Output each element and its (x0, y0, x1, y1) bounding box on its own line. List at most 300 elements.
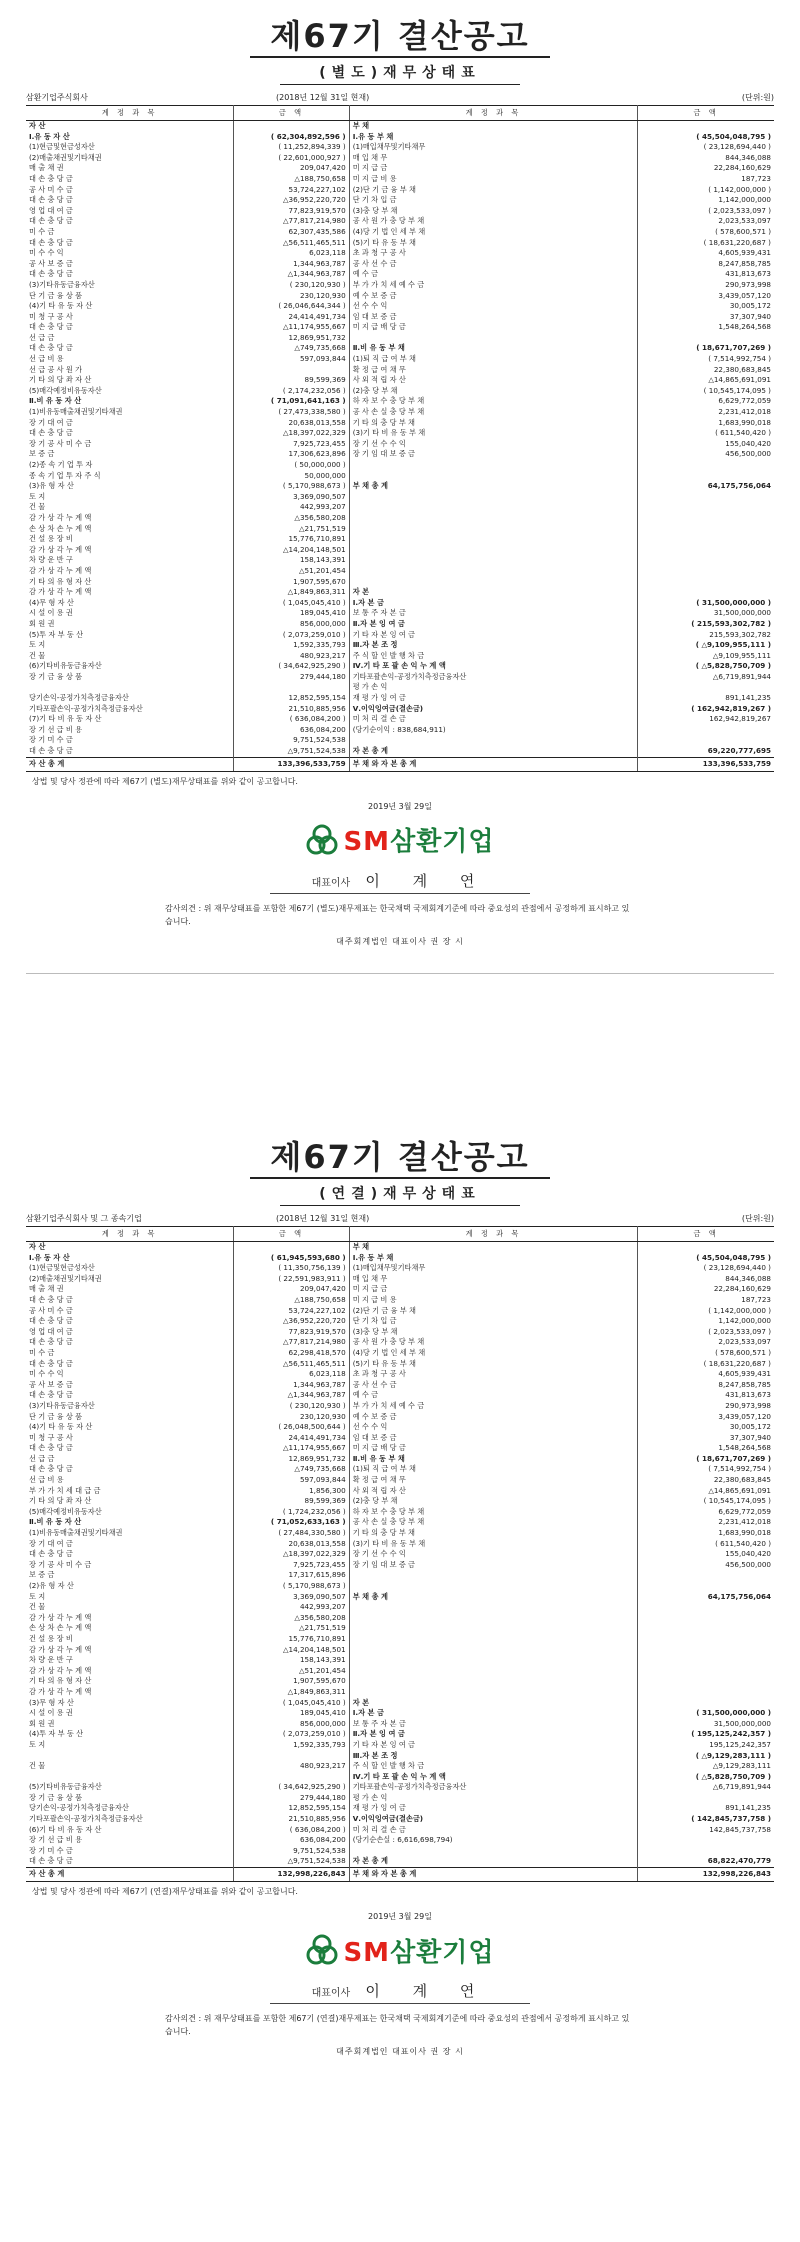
asset-item-label: 미 수 금 (26, 1348, 234, 1359)
asset-item-label: (3)무 형 자 산 (26, 1698, 234, 1709)
liab-equity-item-amount (638, 471, 774, 482)
liab-equity-item-amount: △14,865,691,091 (708, 1485, 771, 1495)
asset-item-amount: ( 230,120,930 ) (234, 1401, 349, 1412)
table-row (26, 1369, 774, 1380)
ceo-line (26, 870, 774, 891)
liab-equity-item-amount: ( 1,142,000,000 ) (708, 184, 771, 194)
table-row (26, 333, 774, 344)
asset-item-amount: 77,823,919,570 (234, 206, 349, 217)
liab-equity-item-amount (638, 1613, 774, 1624)
liab-equity-item-label: 평 가 손 익 (349, 1793, 638, 1804)
asset-item-amount: 1,907,595,670 (234, 577, 349, 588)
table-row (26, 1263, 774, 1274)
asset-item-label: (1)현금및현금성자산 (26, 142, 234, 153)
liab-equity-item-label: 미 지 급 금 (349, 163, 638, 174)
asset-item-amount (234, 121, 349, 132)
table-row (26, 1539, 774, 1550)
asset-item-label: 회 원 권 (26, 1719, 234, 1730)
liab-equity-item-label (349, 1846, 638, 1857)
asset-item-amount: △56,511,465,511 (234, 238, 349, 249)
table-row (26, 1592, 774, 1603)
liab-equity-item-label: 미 지 급 비 용 (349, 174, 638, 185)
asset-item-amount: △21,751,519 (234, 524, 349, 535)
liab-equity-item-amount (638, 492, 774, 503)
liab-equity-item-label (349, 1655, 638, 1666)
table-row (26, 153, 774, 164)
asset-item-amount: 17,306,623,896 (234, 449, 349, 460)
liab-equity-item-amount: ( 195,125,242,357 ) (691, 1729, 771, 1739)
table-row (26, 725, 774, 736)
table-row (26, 672, 774, 683)
asset-item-label: 대 손 충 당 금 (26, 746, 234, 757)
liab-equity-item-amount: 4,605,939,431 (718, 1369, 771, 1379)
liab-equity-item-label: 단 기 차 입 금 (349, 195, 638, 206)
asset-item-label: 장 기 공 사 미 수 금 (26, 1560, 234, 1571)
liab-equity-item-label (349, 1623, 638, 1634)
liab-equity-item-amount: 844,346,088 (725, 1273, 771, 1283)
asset-item-label: (4)무 형 자 산 (26, 598, 234, 609)
liab-equity-item-amount: 162,942,819,267 (709, 714, 771, 724)
table-row (26, 587, 774, 598)
asset-item-label: 미 청 구 공 사 (26, 1433, 234, 1444)
balance-sheet-table (26, 105, 774, 772)
liab-equity-item-label: 보 통 주 자 본 금 (349, 608, 638, 619)
table-row (26, 577, 774, 588)
asset-item-amount: △77,817,214,980 (234, 1337, 349, 1348)
liab-equity-item-amount: 1,142,000,000 (718, 195, 771, 205)
asset-item-label: (2)유 형 자 산 (26, 1581, 234, 1592)
liab-equity-item-amount (638, 1623, 774, 1634)
asset-item-amount: △1,344,963,787 (234, 1390, 349, 1401)
ceo-name: 이 계 연 (365, 871, 489, 890)
asset-item-label: 토 지 (26, 640, 234, 651)
asset-item-label: 종 속 기 업 투 자 주 식 (26, 471, 234, 482)
notice-subtitle: (별도)재무상태표 (319, 65, 481, 81)
table-row (26, 1443, 774, 1454)
table-row (26, 1613, 774, 1624)
liab-equity-item-label: Ⅱ.비 유 동 부 채 (349, 343, 638, 354)
liab-equity-item-label: 기 타 의 충 당 부 채 (349, 1528, 638, 1539)
liab-equity-item-label: (3)기 타 비 유 동 부 채 (349, 1539, 638, 1550)
liab-equity-item-amount: 155,040,420 (725, 438, 771, 448)
liab-equity-item-label: 미 지 급 배 당 금 (349, 322, 638, 333)
liab-equity-item-label: 보 통 주 자 본 금 (349, 1719, 638, 1730)
liab-equity-item-label: 예 수 금 (349, 1390, 638, 1401)
asset-item-amount: 89,599,369 (234, 375, 349, 386)
asset-item-label: 장 기 공 사 미 수 금 (26, 439, 234, 450)
liab-equity-item-label: Ⅲ.자 본 조 정 (349, 1751, 638, 1762)
asset-item-amount: 636,084,200 (234, 725, 349, 736)
table-row (26, 259, 774, 270)
asset-item-label: 대 손 충 당 금 (26, 1443, 234, 1454)
table-row (26, 1581, 774, 1592)
liab-equity-item-label: 기타포괄손익-공정가치측정금융자산 (349, 1782, 638, 1793)
liab-equity-item-amount (638, 577, 774, 588)
asset-item-amount (234, 1751, 349, 1762)
liab-equity-item-amount: 30,005,172 (729, 301, 771, 311)
asset-item-label: (4)기 타 유 동 자 산 (26, 301, 234, 312)
table-row (26, 248, 774, 259)
asset-item-label: 선 급 비 용 (26, 1475, 234, 1486)
liab-equity-item-label: 부 채 총 계 (349, 1592, 638, 1603)
table-row (26, 1454, 774, 1465)
table-row (26, 291, 774, 302)
asset-item-amount: 21,510,885,956 (234, 1814, 349, 1825)
liab-equity-item-amount: 431,813,673 (725, 269, 771, 279)
liab-equity-item-label: 매 입 채 무 (349, 1274, 638, 1285)
table-row (26, 1348, 774, 1359)
ceo-line (26, 1980, 774, 2001)
liab-equity-item-label: 부 가 가 치 세 예 수 금 (349, 1401, 638, 1412)
table-row (26, 1793, 774, 1804)
table-row (26, 1803, 774, 1814)
asset-item-label: 손 상 차 손 누 계 액 (26, 1623, 234, 1634)
liab-equity-item-amount: 4,605,939,431 (718, 248, 771, 258)
asset-item-label: 장 기 대 여 금 (26, 418, 234, 429)
liab-equity-item-amount (638, 1793, 774, 1804)
asset-item-amount: △14,204,148,501 (234, 545, 349, 556)
asset-item-amount (234, 365, 349, 376)
liab-equity-item-amount (638, 502, 774, 513)
liab-equity-item-amount: ( 45,504,048,795 ) (696, 131, 771, 141)
asset-item-label: 매 출 채 권 (26, 163, 234, 174)
table-row (26, 693, 774, 704)
asset-item-label: 자 산 (26, 121, 234, 132)
asset-item-label: 대 손 충 당 금 (26, 343, 234, 354)
liab-equity-item-amount (638, 1242, 774, 1253)
asset-item-label: (3)기타유동금융자산 (26, 1401, 234, 1412)
asset-item-amount (234, 682, 349, 693)
liab-equity-item-label: (3)충 당 부 채 (349, 206, 638, 217)
asset-item-label: 선 급 금 (26, 333, 234, 344)
asset-item-amount: ( 62,304,892,596 ) (234, 132, 349, 143)
total-assets-amount: 133,396,533,759 (234, 757, 349, 771)
asset-item-amount: △188,750,658 (234, 1295, 349, 1306)
liab-equity-item-amount: 37,307,940 (729, 311, 771, 321)
asset-item-label: (6)기타비유동금융자산 (26, 661, 234, 672)
liab-equity-item-label: (2)충 당 부 채 (349, 386, 638, 397)
table-row (26, 343, 774, 354)
table-row (26, 1390, 774, 1401)
asset-item-amount: ( 2,073,259,010 ) (234, 630, 349, 641)
table-body (26, 121, 774, 758)
liab-equity-item-amount: 22,380,683,845 (713, 1475, 771, 1485)
liab-equity-item-label: Ⅱ.비 유 동 부 채 (349, 1454, 638, 1465)
asset-item-amount: △9,751,524,538 (234, 746, 349, 757)
table-row (26, 280, 774, 291)
asset-item-label: 단 기 금 융 상 품 (26, 1412, 234, 1423)
liab-equity-item-label: (1)퇴 직 급 여 부 채 (349, 1464, 638, 1475)
liab-equity-item-label: 주 식 할 인 발 행 차 금 (349, 651, 638, 662)
asset-item-amount: 597,093,844 (234, 1475, 349, 1486)
liab-equity-item-label (349, 1645, 638, 1656)
liab-equity-item-label (349, 502, 638, 513)
table-row (26, 1284, 774, 1295)
asset-item-label: 대 손 충 당 금 (26, 1295, 234, 1306)
asset-item-label: 대 손 충 당 금 (26, 1549, 234, 1560)
asset-item-label: 차 량 운 반 구 (26, 1655, 234, 1666)
asset-item-amount: 597,093,844 (234, 354, 349, 365)
asset-item-label: 단 기 금 융 상 품 (26, 291, 234, 302)
table-row (26, 1316, 774, 1327)
asset-item-amount: 279,444,180 (234, 1793, 349, 1804)
audit-opinion: 감사의견 : 위 재무상태표를 포함한 제67기 (연결)재무제표는 한국채택 국제회계기준에 따라 중요성의 관점에서 공정하게 표시하고 있습니다. (165, 2014, 630, 2037)
unit-label: (단위:원) (741, 93, 774, 102)
table-row (26, 396, 774, 407)
total-assets-label: 자 산 총 계 (26, 757, 234, 771)
table-row (26, 1708, 774, 1719)
liab-equity-item-label (349, 460, 638, 471)
asset-item-label: 대 손 충 당 금 (26, 1359, 234, 1370)
table-row (26, 1846, 774, 1857)
liab-equity-item-label: 미 처 리 결 손 금 (349, 714, 638, 725)
table-row (26, 1751, 774, 1762)
asset-item-label (26, 682, 234, 693)
asset-item-amount: 442,993,207 (234, 502, 349, 513)
header-item-right: 계 정 과 목 (349, 106, 638, 121)
liab-equity-item-amount (638, 545, 774, 556)
asset-item-amount: 1,856,300 (234, 1486, 349, 1497)
liab-equity-item-amount: ( 18,671,707,269 ) (696, 1453, 771, 1463)
liab-equity-item-label: 부 가 가 치 세 예 수 금 (349, 280, 638, 291)
table-row (26, 566, 774, 577)
table-row (26, 1359, 774, 1370)
asset-item-label: 미 청 구 공 사 (26, 312, 234, 323)
table-row (26, 375, 774, 386)
table-row (26, 1719, 774, 1730)
asset-item-amount: △21,751,519 (234, 1623, 349, 1634)
liab-equity-item-amount: 64,175,756,064 (707, 1591, 771, 1601)
asset-item-label: 감 가 상 각 누 계 액 (26, 1687, 234, 1698)
table-row (26, 704, 774, 715)
table-row (26, 1486, 774, 1497)
liab-equity-item-amount: 31,500,000,000 (713, 608, 771, 618)
asset-item-amount: 189,045,410 (234, 1708, 349, 1719)
asset-item-amount: ( 636,084,200 ) (234, 1825, 349, 1836)
asset-item-amount: ( 26,046,644,344 ) (234, 301, 349, 312)
asset-item-amount: 20,638,013,558 (234, 1539, 349, 1550)
table-row (26, 449, 774, 460)
asset-item-label: 선 급 공 사 원 가 (26, 365, 234, 376)
asset-item-amount: 158,143,391 (234, 1655, 349, 1666)
liab-equity-item-label: 예 수 보 증 금 (349, 1412, 638, 1423)
liab-equity-item-label: 하 자 보 수 충 당 부 채 (349, 1507, 638, 1518)
liab-equity-item-label (349, 492, 638, 503)
asset-item-label: 기 타 의 당 좌 자 산 (26, 1496, 234, 1507)
table-row (26, 121, 774, 132)
liab-equity-item-amount: ( 23,128,694,440 ) (703, 1263, 771, 1273)
asset-item-amount: 1,592,335,793 (234, 640, 349, 651)
table-row (26, 418, 774, 429)
asset-item-label: 선 급 비 용 (26, 354, 234, 365)
asset-item-label: 감 가 상 각 누 계 액 (26, 1645, 234, 1656)
header-amount-right: 금 액 (638, 106, 774, 121)
asset-item-amount: ( 34,642,925,290 ) (234, 1782, 349, 1793)
liab-equity-item-label: (2)충 당 부 채 (349, 1496, 638, 1507)
ceo-label: 대표이사 (311, 1988, 351, 2000)
table-row (26, 1337, 774, 1348)
asset-item-amount: 3,369,090,507 (234, 1592, 349, 1603)
asset-item-amount: △51,201,454 (234, 1666, 349, 1677)
asset-item-label: 대 손 충 당 금 (26, 1337, 234, 1348)
liab-equity-item-amount: 2,023,533,097 (718, 1337, 771, 1347)
liab-equity-item-label: 기타포괄손익-공정가치측정금융자산 (349, 672, 638, 683)
liab-equity-item-amount: 69,220,777,695 (707, 746, 771, 756)
asset-item-amount: 1,344,963,787 (234, 259, 349, 270)
notice-consolidated (0, 1121, 800, 2242)
liab-equity-item-amount: ( 7,514,992,754 ) (708, 354, 771, 364)
asset-item-amount: 856,000,000 (234, 619, 349, 630)
table-row (26, 1570, 774, 1581)
asset-item-label: 장 기 미 수 금 (26, 1846, 234, 1857)
asset-item-amount: 15,776,710,891 (234, 1634, 349, 1645)
table-row (26, 428, 774, 439)
total-liab-equity-label: 부 채 와 자 본 총 계 (349, 757, 638, 771)
company-name: 삼환기업주식회사 (26, 93, 88, 102)
asset-item-label: 대 손 충 당 금 (26, 195, 234, 206)
header-amount-right: 금 액 (638, 1227, 774, 1242)
liab-equity-item-label: 장 기 임 대 보 증 금 (349, 449, 638, 460)
table-row (26, 492, 774, 503)
liab-equity-item-label: 미 지 급 배 당 금 (349, 1443, 638, 1454)
liab-equity-item-amount (638, 1645, 774, 1656)
table-row (26, 1274, 774, 1285)
liab-equity-item-amount: ( 578,600,571 ) (715, 226, 771, 236)
liab-equity-item-label: 자 본 총 계 (349, 1856, 638, 1867)
liab-equity-item-amount: ( 611,540,420 ) (715, 428, 771, 438)
table-row (26, 1253, 774, 1264)
liab-equity-item-label: 주 식 할 인 발 행 차 금 (349, 1761, 638, 1772)
liab-equity-item-amount: ( 1,142,000,000 ) (708, 1305, 771, 1315)
liab-equity-item-label: 미 지 급 금 (349, 1284, 638, 1295)
asset-item-amount: ( 5,170,988,673 ) (234, 481, 349, 492)
table-row (26, 1687, 774, 1698)
company-logo (26, 1932, 774, 1968)
asset-item-amount: ( 11,252,894,339 ) (234, 142, 349, 153)
liab-equity-item-label: 부 채 (349, 121, 638, 132)
asset-item-amount: 480,923,217 (234, 1761, 349, 1772)
liab-equity-item-label: 예 수 금 (349, 269, 638, 280)
table-row (26, 1412, 774, 1423)
asset-item-amount: 12,852,595,154 (234, 1803, 349, 1814)
company-logo (26, 822, 774, 858)
logo-company-text: 삼환기업 (390, 827, 495, 858)
legal-note: 상법 및 당사 정관에 따라 제67기 (별도)재무상태표를 위와 같이 공고합니다. (32, 776, 298, 786)
asset-item-label: (1)비유동매출채권및기타채권 (26, 1528, 234, 1539)
asset-item-label: (1)비유동매출채권및기타채권 (26, 407, 234, 418)
liab-equity-item-label: 사 외 적 립 자 산 (349, 375, 638, 386)
asset-item-amount: 189,045,410 (234, 608, 349, 619)
table-row (26, 142, 774, 153)
header-item-left: 계 정 과 목 (26, 106, 234, 121)
liab-equity-item-label: 평 가 손 익 (349, 682, 638, 693)
liab-equity-item-amount: 6,629,772,059 (718, 396, 771, 406)
asset-item-label: 감 가 상 각 누 계 액 (26, 1666, 234, 1677)
asset-item-label: 건 물 (26, 1602, 234, 1613)
meta-row (26, 1210, 774, 1226)
asset-item-label: (5)매각예정비유동자산 (26, 1507, 234, 1518)
liab-equity-item-amount: 68,822,470,779 (707, 1856, 771, 1866)
total-liab-equity-amount: 132,998,226,843 (638, 1868, 774, 1882)
asset-item-amount: ( 636,084,200 ) (234, 714, 349, 725)
table-row (26, 651, 774, 662)
logo-sm-text: SM (343, 827, 391, 858)
liab-equity-item-label: 공 사 선 수 금 (349, 1380, 638, 1391)
asset-item-amount: 1,592,335,793 (234, 1740, 349, 1751)
liab-equity-item-label: 기 타 의 충 당 부 채 (349, 418, 638, 429)
table-row (26, 1422, 774, 1433)
as-of-date: (2018년 12월 31일 현재) (276, 93, 370, 102)
liab-equity-item-amount (638, 333, 774, 344)
liab-equity-item-amount: ( 18,671,707,269 ) (696, 343, 771, 353)
liab-equity-item-amount: ( 2,023,533,097 ) (708, 1326, 771, 1336)
asset-item-amount: ( 71,052,633,163 ) (234, 1517, 349, 1528)
liab-equity-item-label: 자 본 (349, 587, 638, 598)
liab-equity-item-label: 예 수 보 증 금 (349, 291, 638, 302)
asset-item-amount: 77,823,919,570 (234, 1327, 349, 1338)
asset-item-label: (3)기타유동금융자산 (26, 280, 234, 291)
liab-equity-item-amount: ( △5,828,750,709 ) (695, 661, 771, 671)
liab-equity-item-label: 장 기 선 수 수 익 (349, 439, 638, 450)
auditor-name: 대주회계법인 대표이사 권 장 시 (336, 936, 464, 946)
liab-equity-item-label (349, 735, 638, 746)
asset-item-label: 장 기 미 수 금 (26, 735, 234, 746)
liab-equity-item-amount: 290,973,998 (725, 279, 771, 289)
asset-item-label: Ⅰ.유 동 자 산 (26, 132, 234, 143)
title-rule (250, 56, 550, 58)
asset-item-amount: 12,869,951,732 (234, 333, 349, 344)
liab-equity-item-amount: △9,109,955,111 (712, 650, 771, 660)
asset-item-label: 시 설 이 용 권 (26, 608, 234, 619)
ceo-name: 이 계 연 (365, 1982, 489, 2001)
asset-item-label: 감 가 상 각 누 계 액 (26, 1613, 234, 1624)
liab-equity-item-label (349, 1676, 638, 1687)
liab-equity-item-amount: 456,500,000 (725, 449, 771, 459)
asset-item-label: Ⅱ.비 유 동 자 산 (26, 396, 234, 407)
liab-equity-item-amount: 431,813,673 (725, 1390, 771, 1400)
asset-item-label: 공 사 보 증 금 (26, 259, 234, 270)
liab-equity-item-amount (638, 1570, 774, 1581)
asset-item-label: (6)기 타 비 유 동 자 산 (26, 1825, 234, 1836)
asset-item-amount: 158,143,391 (234, 555, 349, 566)
title-rule (250, 1177, 550, 1179)
asset-item-label: 보 증 금 (26, 1570, 234, 1581)
table-row (26, 1528, 774, 1539)
asset-item-amount: △77,817,214,980 (234, 216, 349, 227)
liab-equity-item-label (349, 1581, 638, 1592)
asset-item-label: 기타포괄손익-공정가치측정금융자산 (26, 1814, 234, 1825)
liab-equity-item-amount (638, 1698, 774, 1709)
table-row (26, 1772, 774, 1783)
asset-item-label: 시 설 이 용 권 (26, 1708, 234, 1719)
notice-subtitle: (연결)재무상태표 (319, 1186, 481, 1202)
asset-item-label: (5)매각예정비유동자산 (26, 386, 234, 397)
liab-equity-item-label: (4)당 기 법 인 세 부 채 (349, 1348, 638, 1359)
asset-item-amount: △18,397,022,329 (234, 1549, 349, 1560)
audit-opinion: 감사의견 : 위 재무상태표를 포함한 제67기 (별도)재무제표는 한국채택 국제회계기준에 따라 중요성의 관점에서 공정하게 표시하고 있습니다. (165, 903, 630, 926)
liab-equity-item-amount (638, 460, 774, 471)
table-row (26, 1623, 774, 1634)
table-row (26, 534, 774, 545)
liab-equity-item-label: 부 채 (349, 1242, 638, 1253)
table-row (26, 1517, 774, 1528)
liab-equity-item-label: Ⅴ.이익잉여금(결손금) (349, 1814, 638, 1825)
liab-equity-item-amount: 891,141,235 (725, 693, 771, 703)
liab-equity-item-label: 자 본 (349, 1698, 638, 1709)
asset-item-amount: ( 61,945,593,680 ) (234, 1253, 349, 1264)
subtitle-rule (280, 1205, 520, 1206)
liab-equity-item-label: (5)기 타 유 동 부 채 (349, 238, 638, 249)
